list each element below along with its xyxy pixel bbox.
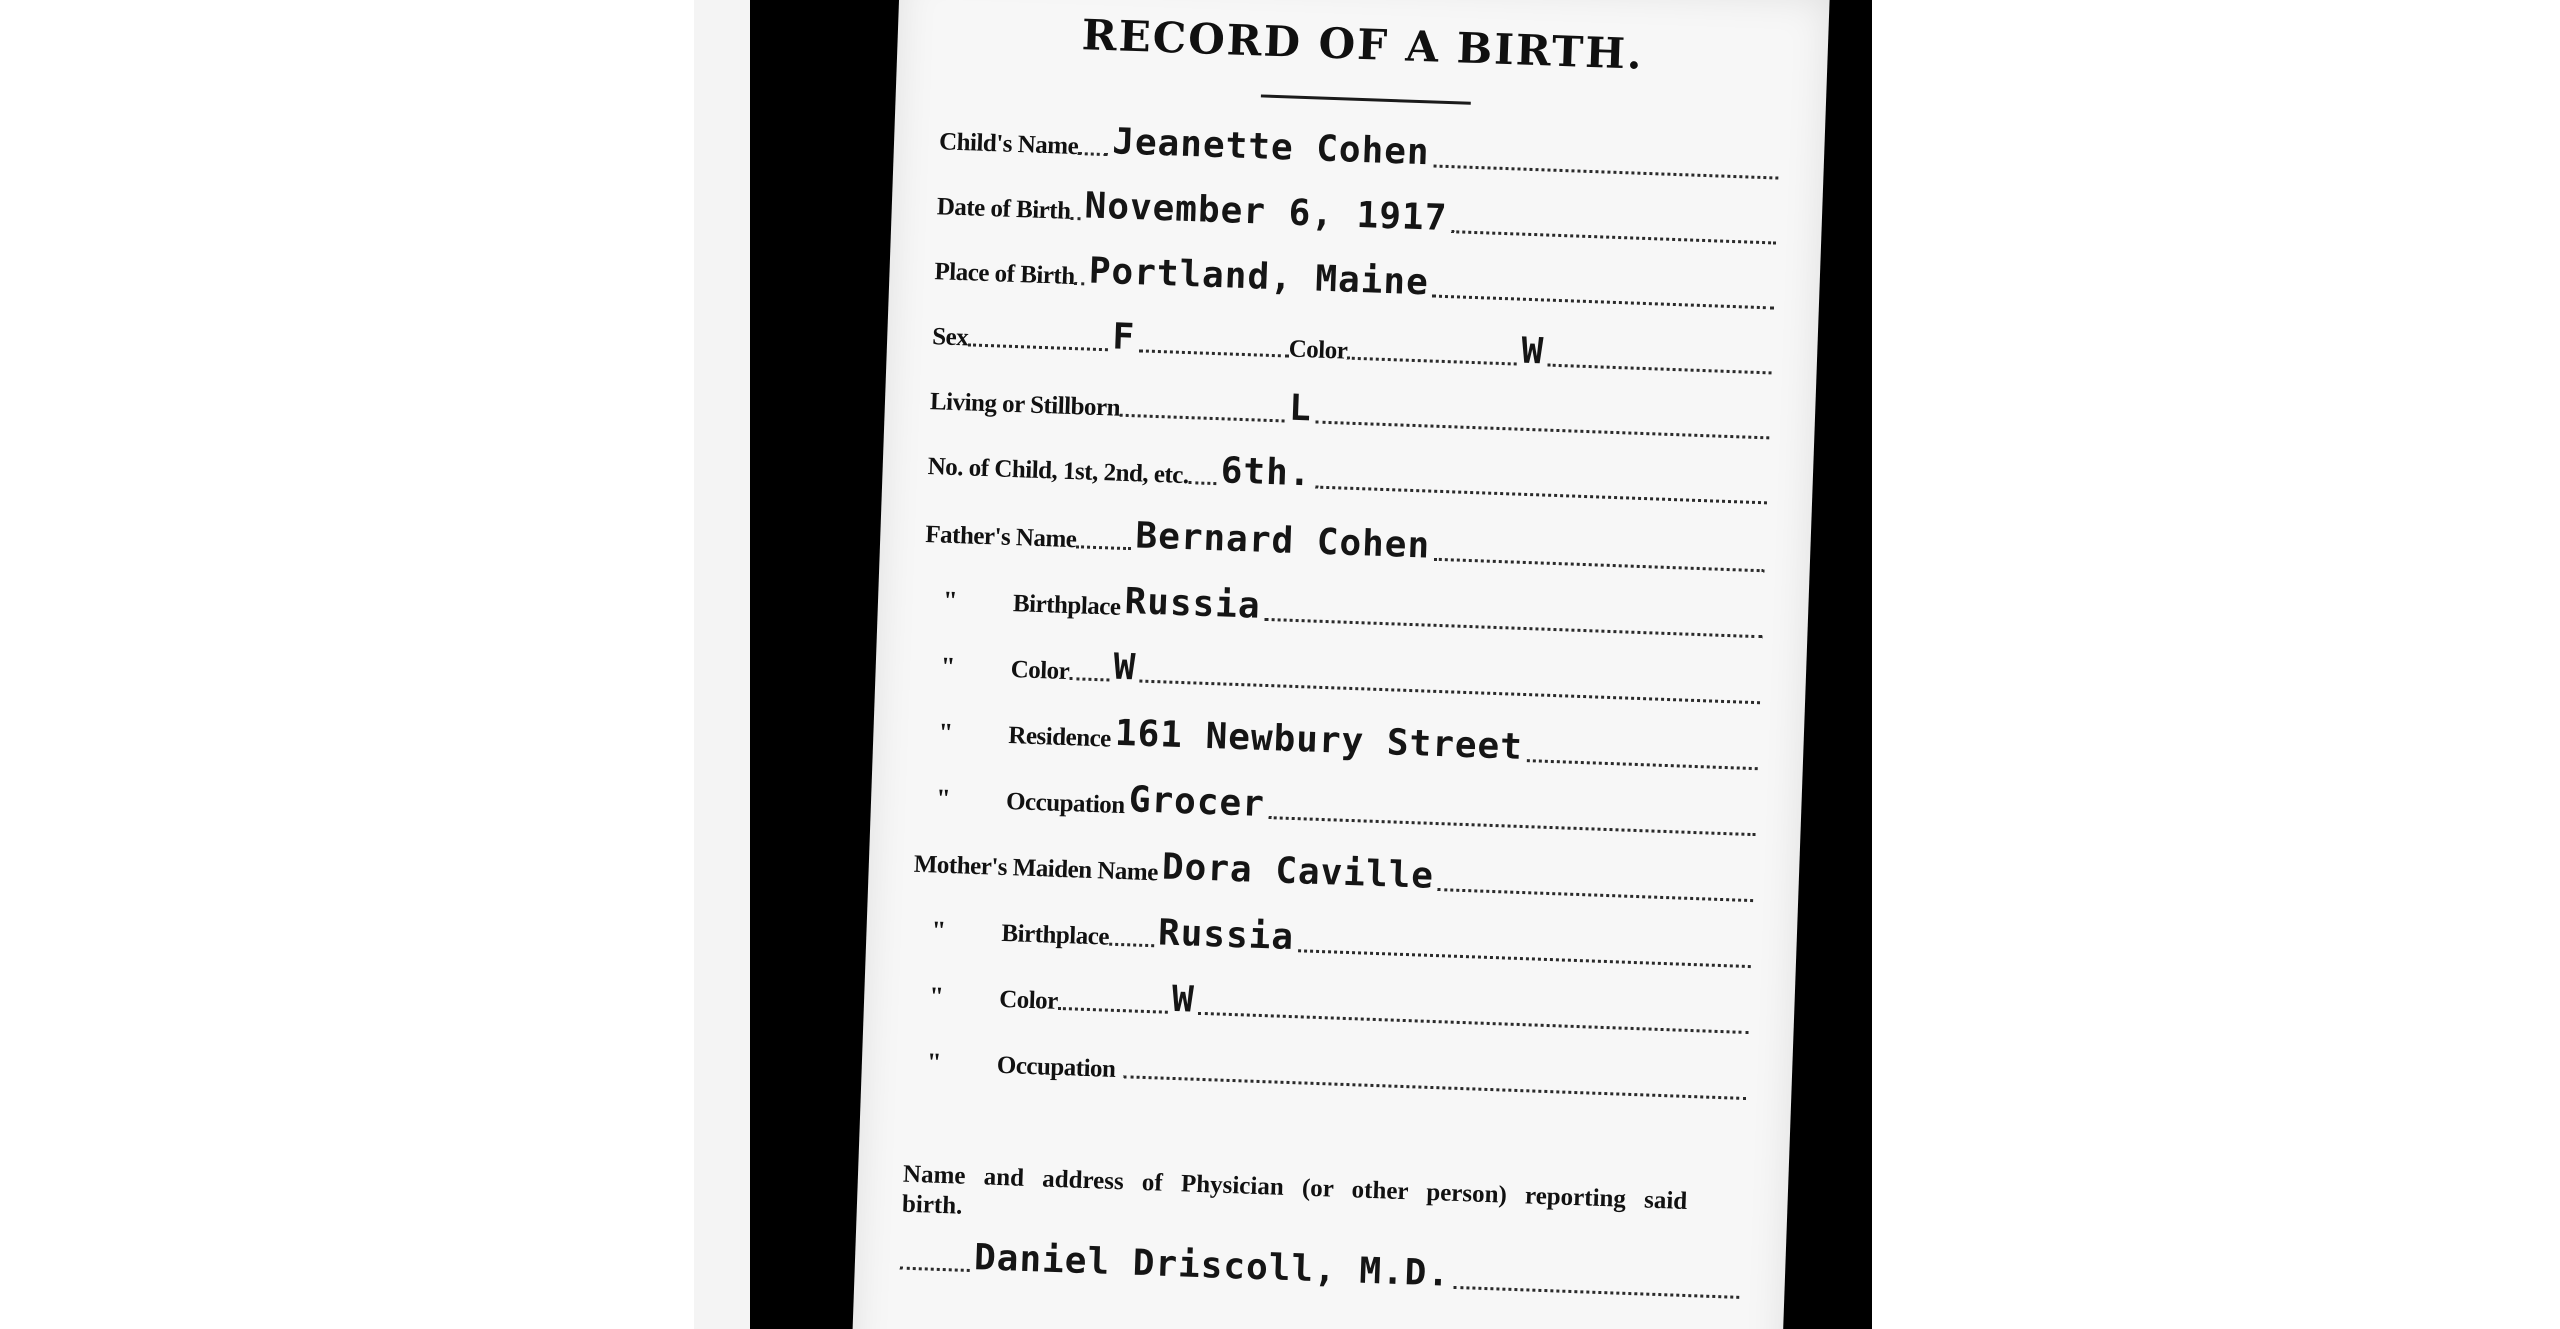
- ditto-mark: ": [942, 585, 959, 616]
- field-label: Place of Birth: [934, 258, 1076, 291]
- field-label: No. of Child, 1st, 2nd, etc.: [927, 453, 1190, 490]
- field-label: Living or Stillborn: [929, 388, 1121, 422]
- field-label: Father's Name: [924, 521, 1077, 554]
- field-label: Sex: [931, 323, 969, 352]
- field-label: Color: [1010, 656, 1070, 686]
- field-value: Russia: [1123, 581, 1262, 627]
- field-label: Birthplace: [1012, 590, 1121, 621]
- field-label: Birthplace: [1001, 919, 1110, 951]
- ditto-mark: ": [928, 981, 945, 1011]
- ditto-mark: ": [926, 1047, 942, 1077]
- field-value: Daniel Driscoll, M.D.: [973, 1237, 1451, 1295]
- ditto-mark: ": [935, 783, 952, 814]
- field-value: Portland, Maine: [1088, 250, 1430, 304]
- field-value: W: [1112, 646, 1137, 689]
- birth-record-card: [851, 0, 1830, 1329]
- field-value: Grocer: [1128, 779, 1266, 825]
- field-value: Dora Caville: [1161, 846, 1435, 897]
- ditto-mark: ": [937, 717, 954, 748]
- title-rule: [1261, 94, 1471, 104]
- scan-edge: [694, 0, 750, 1329]
- field-label: Residence: [1007, 722, 1112, 753]
- field-value: L: [1288, 387, 1313, 430]
- physician-label: Name and address of Physician (or other person) reporting said birth.: [901, 1160, 1688, 1220]
- scanned-record-image: [694, 0, 1872, 1329]
- field-label: Occupation: [1005, 787, 1126, 820]
- field-label: Date of Birth: [936, 193, 1071, 225]
- field-value: Jeanette Cohen: [1111, 121, 1431, 174]
- field-value: November 6, 1917: [1083, 185, 1448, 240]
- ditto-mark: ": [940, 651, 956, 682]
- field-value: F: [1111, 316, 1136, 359]
- field-label: Mother's Maiden Name: [913, 850, 1159, 887]
- field-label: Occupation: [996, 1051, 1116, 1083]
- field-value: W: [1171, 978, 1196, 1021]
- field-label: Color: [1288, 335, 1348, 365]
- field-value: 161 Newbury Street: [1114, 712, 1524, 768]
- record-title: RECORD OF A BIRTH.: [1081, 10, 1645, 79]
- field-label: Color: [998, 985, 1059, 1015]
- field-value: Bernard Cohen: [1134, 515, 1431, 567]
- field-value: W: [1520, 330, 1545, 373]
- field-value: Russia: [1157, 912, 1295, 959]
- field-value: 6th.: [1220, 450, 1313, 495]
- ditto-mark: ": [931, 915, 947, 945]
- field-label: Child's Name: [938, 128, 1079, 161]
